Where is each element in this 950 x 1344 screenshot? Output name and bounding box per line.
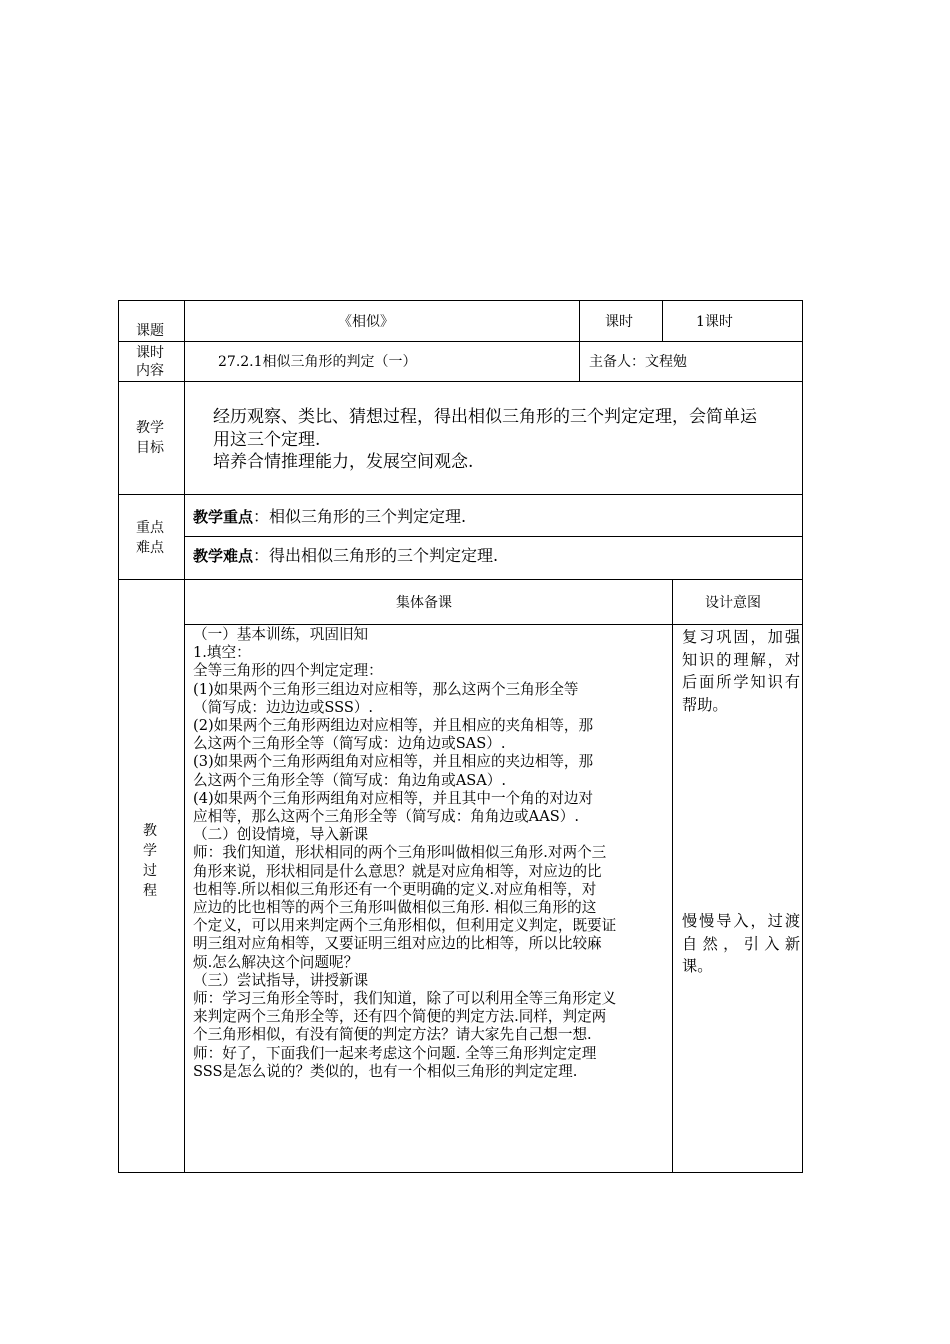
process-line: 么这两个三角形全等（简写成：角边角或ASA）. [193,771,506,789]
process-body [193,626,667,1081]
process-label-char: 学 [143,843,157,859]
col-divider [184,300,185,1173]
row-divider [184,536,803,537]
col-main-header: 集体备课 [396,595,452,611]
process-line: (3)如果两个三角形两组角对应相等，并且相应的夹边相等，那 [193,753,594,771]
table-border-bottom [118,1172,803,1173]
keypoints-label-line2: 难点 [136,540,164,556]
process-line: (4)如果两个三角形两组角对应相等，并且其中一个角的对边对 [193,789,594,807]
lesson-title: 《相似》 [338,314,394,330]
content-label-line2: 内容 [136,363,164,379]
process-line: 角形来说，形状相同是什么意思？就是对应角相等，对应边的比 [193,862,602,880]
intent-note-intro: 慢慢导入，过渡自然，引入新课。 [682,912,800,975]
intent-note-review: 复习巩固，加强知识的理解，对后面所学知识有帮助。 [682,628,800,714]
row-divider [118,341,803,342]
difficulty-label: 教学难点 [193,547,254,565]
process-line: 应边的比也相等的两个三角形叫做相似三角形. 相似三角形的这 [193,899,597,917]
process-line: (2)如果两个三角形两组边对应相等，并且相应的夹角相等，那 [193,717,594,735]
process-label-char: 程 [143,883,157,899]
goals-label-line2: 目标 [136,440,164,456]
focus-label: 教学重点 [193,508,254,526]
process-line: （一）基本训练，巩固旧知 [193,626,369,643]
table-border-top [118,300,803,301]
content-label-line1: 课时 [136,345,164,361]
goals-label-line1: 教学 [136,420,164,436]
process-line: 1.填空： [193,644,251,662]
process-line: （简写成：边边边或SSS）. [193,698,374,716]
process-line: 师：学习三角形全等时，我们知道，除了可以利用全等三角形定义 [193,990,617,1008]
process-line: 师：我们知道，形状相同的两个三角形叫做相似三角形.对两个三 [193,844,607,862]
process-line: 个三角形相似，有没有简便的判定方法？请大家先自己想一想. [193,1026,592,1044]
process-line: 烦.怎么解决这个问题呢？ [193,953,359,971]
lesson-content: 27.2.1相似三角形的判定（一） [218,354,417,370]
process-line: SSS是怎么说的？类似的，也有一个相似三角形的判定定理. [193,1062,578,1080]
goal-line-3: 培养合情推理能力，发展空间观念. [213,452,474,472]
focus-text: ：相似三角形的三个判定定理. [253,507,467,526]
process-label-char: 过 [143,863,157,879]
process-label-char: 教 [143,823,157,839]
keypoints-label-line1: 重点 [136,520,164,536]
process-line: 个定义，可以用来判定两个三角形相似，但利用定义判定，既要证 [193,917,617,935]
goal-line-1: 经历观察、类比、猜想过程，得出相似三角形的三个判定定理，会简单运 [213,407,757,427]
process-line: (1)如果两个三角形三组边对应相等，那么这两个三角形全等 [193,680,579,698]
difficulty-row [193,548,498,564]
process-label [130,820,170,900]
process-line: （二）创设情境，导入新课 [193,826,369,844]
hours-label: 课时 [605,314,633,330]
process-line: 明三组对应角相等，又要证明三组对应边的比相等，所以比较麻 [193,935,602,953]
row-divider [118,381,803,382]
process-line: 全等三角形的四个判定定理： [193,662,383,680]
preparer: 主备人：文程勉 [589,354,687,370]
row-divider [118,494,803,495]
process-line: 来判定两个三角形全等，还有四个简便的判定方法.同样，判定两 [193,1008,607,1026]
col-divider [579,300,580,382]
process-line: 也相等.所以相似三角形还有一个更明确的定义.对应角相等，对 [193,880,597,898]
title-label: 课题 [136,323,164,339]
process-line: （三）尝试指导，讲授新课 [193,971,369,989]
focus-row [193,509,466,525]
table-border-right [802,300,803,1173]
col-divider [672,579,673,1173]
row-divider [118,579,803,580]
process-line: 师：好了，下面我们一起来考虑这个问题. 全等三角形判定定理 [193,1044,597,1062]
process-line: 么这两个三角形全等（简写成：边角边或SAS）. [193,735,506,753]
difficulty-text: ：得出相似三角形的三个判定定理. [253,546,499,565]
col-intent-header: 设计意图 [705,595,761,611]
table-border-left [118,300,119,1173]
row-divider [184,624,803,625]
goal-line-2: 用这三个定理. [213,430,321,450]
hours-value: 1课时 [696,314,733,330]
col-divider [662,300,663,342]
process-line: 应相等，那么这两个三角形全等（简写成：角角边或AAS）. [193,808,579,826]
